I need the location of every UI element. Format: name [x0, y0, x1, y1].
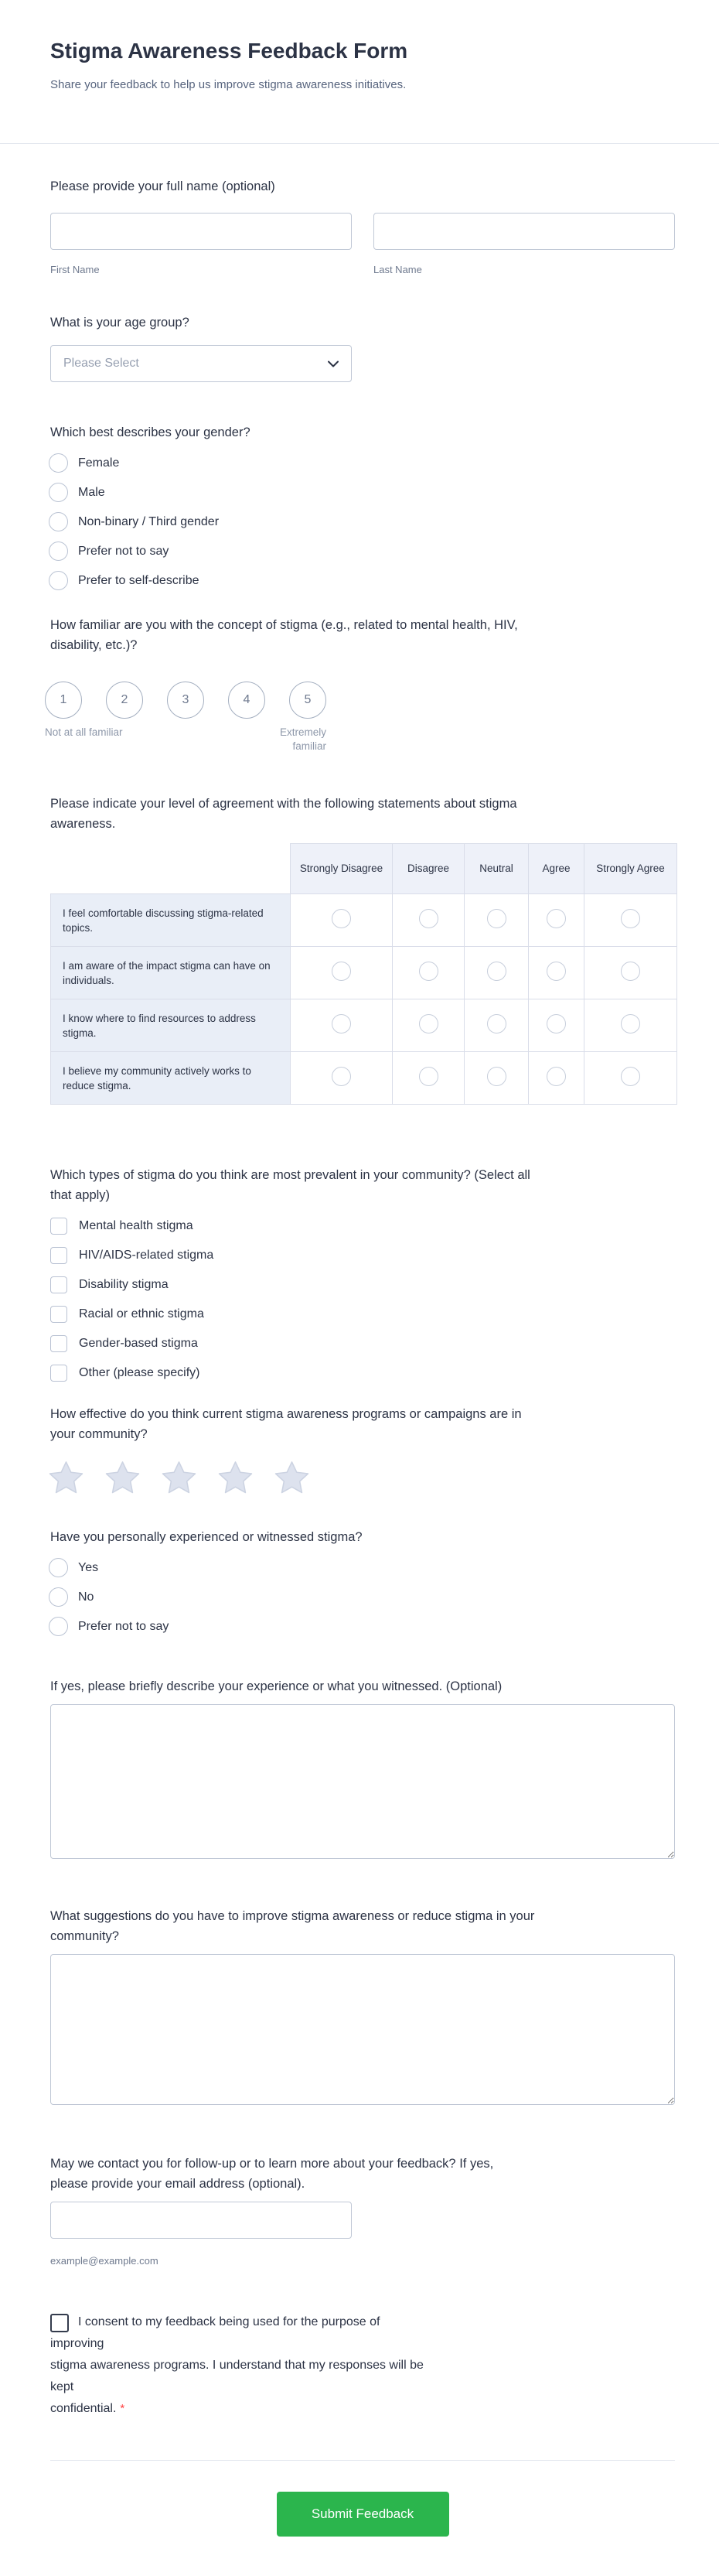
- matrix-radio[interactable]: [547, 1067, 566, 1086]
- type-option-hiv-aids[interactable]: [49, 1245, 675, 1265]
- agreement-label: Please indicate your level of agreement with the following statements about stigma awareness.: [50, 797, 517, 831]
- star-rating: [48, 1460, 675, 1495]
- option-label: Yes: [78, 1561, 99, 1574]
- matrix-radio[interactable]: [547, 962, 566, 981]
- matrix-radio[interactable]: [487, 1014, 506, 1033]
- scale-option-1[interactable]: 1: [45, 682, 82, 719]
- option-label: Prefer to self-describe: [78, 574, 199, 587]
- option-label: Non-binary / Third gender: [78, 515, 220, 528]
- star-icon[interactable]: [104, 1460, 141, 1495]
- effectiveness-label: How effective do you think current stigma awareness programs or campaigns are in your community?: [50, 1407, 522, 1441]
- matrix-row: [51, 947, 677, 999]
- suggestions-label: What suggestions do you have to improve stigma awareness or reduce stigma in your community?: [50, 1909, 535, 1943]
- age-group-placeholder: Please Select: [63, 357, 139, 370]
- matrix-radio[interactable]: [419, 1067, 438, 1086]
- type-option-racial-ethnic[interactable]: [49, 1304, 675, 1324]
- checkbox-icon[interactable]: [50, 1218, 67, 1235]
- scale-option-4[interactable]: 4: [228, 682, 265, 719]
- first-name-input[interactable]: [50, 213, 352, 250]
- matrix-column-header: Disagree: [393, 844, 465, 894]
- type-option-gender-based[interactable]: [49, 1334, 675, 1353]
- gender-label: Which best describes your gender?: [50, 425, 250, 439]
- option-label: Mental health stigma: [79, 1219, 193, 1232]
- age-group-label: What is your age group?: [50, 316, 189, 330]
- question-describe-experience: [50, 1676, 675, 1863]
- email-input[interactable]: [50, 2202, 352, 2239]
- last-name-input[interactable]: [373, 213, 675, 250]
- witnessed-option-yes[interactable]: [49, 1558, 675, 1577]
- chevron-down-icon: [328, 360, 339, 367]
- contact-label: May we contact you for follow-up or to learn more about your feedback? If yes, please provide your email address (optional).: [50, 2157, 494, 2191]
- matrix-radio[interactable]: [487, 962, 506, 981]
- witnessed-option-prefer-not-say[interactable]: [49, 1617, 675, 1636]
- scale-min-label: Not at all familiar: [45, 726, 123, 738]
- matrix-radio[interactable]: [332, 962, 351, 981]
- email-sublabel: example@example.com: [50, 2255, 158, 2267]
- option-label: HIV/AIDS-related stigma: [79, 1249, 214, 1262]
- checkbox-icon[interactable]: [50, 1335, 67, 1352]
- witnessed-label: Have you personally experienced or witnessed stigma?: [50, 1530, 363, 1544]
- matrix-radio[interactable]: [419, 962, 438, 981]
- matrix-column-header: Strongly Disagree: [291, 844, 393, 894]
- describe-textarea[interactable]: [50, 1704, 675, 1859]
- radio-icon[interactable]: [49, 1617, 68, 1636]
- witnessed-options: [50, 1558, 675, 1636]
- option-label: Gender-based stigma: [79, 1337, 198, 1350]
- consent-label: I consent to my feedback being used for the purpose of improving stigma awareness programs. I understand that my responses will be kept confidential. *: [50, 2315, 424, 2415]
- stigma-types-label: Which types of stigma do you think are most prevalent in your community? (Select all that apply): [50, 1168, 530, 1202]
- question-agreement-matrix: [50, 794, 675, 1105]
- matrix-radio[interactable]: [332, 1067, 351, 1086]
- page-subtitle: Share your feedback to help us improve stigma awareness initiatives.: [50, 78, 407, 91]
- scale-option-3[interactable]: 3: [167, 682, 204, 719]
- witnessed-option-no[interactable]: [49, 1587, 675, 1607]
- matrix-column-header: Strongly Agree: [584, 844, 677, 894]
- familiarity-scale: [45, 682, 326, 753]
- full-name-label: Please provide your full name (optional): [50, 179, 275, 193]
- suggestions-textarea[interactable]: [50, 1954, 675, 2105]
- star-icon[interactable]: [161, 1460, 197, 1495]
- option-label: Prefer not to say: [78, 545, 169, 558]
- matrix-radio[interactable]: [332, 909, 351, 928]
- matrix-radio[interactable]: [332, 1014, 351, 1033]
- question-contact-email: [50, 2154, 675, 2267]
- describe-label: If yes, please briefly describe your experience or what you witnessed. (Optional): [50, 1679, 503, 1693]
- matrix-row: [51, 1052, 677, 1105]
- matrix-radio[interactable]: [487, 909, 506, 928]
- question-stigma-types: [50, 1165, 675, 1382]
- submit-feedback-button[interactable]: Submit Feedback: [277, 2492, 449, 2537]
- radio-icon[interactable]: [49, 453, 68, 473]
- matrix-radio[interactable]: [419, 909, 438, 928]
- question-full-name: [50, 176, 675, 275]
- matrix-row-label: I believe my community actively works to reduce stigma.: [51, 1052, 291, 1105]
- age-group-select[interactable]: [50, 345, 352, 382]
- matrix-radio[interactable]: [621, 962, 640, 981]
- last-name-sublabel: Last Name: [373, 264, 422, 275]
- star-icon[interactable]: [274, 1460, 310, 1495]
- checkbox-icon[interactable]: [50, 1276, 67, 1293]
- checkbox-icon[interactable]: [50, 1306, 67, 1323]
- star-icon[interactable]: [48, 1460, 84, 1495]
- gender-option-prefer-not-say[interactable]: [49, 542, 675, 561]
- matrix-row: [51, 894, 677, 947]
- question-age-group: [50, 313, 675, 382]
- matrix-row-label: I am aware of the impact stigma can have on individuals.: [51, 947, 291, 999]
- familiarity-label: How familiar are you with the concept of stigma (e.g., related to mental health, HIV, disability, etc.)?: [50, 618, 518, 652]
- matrix-row: [51, 999, 677, 1052]
- gender-options: [50, 453, 675, 590]
- gender-option-nonbinary[interactable]: [49, 512, 675, 531]
- consent-checkbox[interactable]: [50, 2314, 69, 2332]
- name-fields-row: [50, 213, 675, 275]
- matrix-row-label: I feel comfortable discussing stigma-related topics.: [51, 894, 291, 947]
- question-suggestions: [50, 1906, 675, 2109]
- radio-icon[interactable]: [49, 483, 68, 502]
- matrix-blank-cell: [51, 844, 291, 894]
- checkbox-icon[interactable]: [50, 1247, 67, 1264]
- matrix-radio[interactable]: [547, 1014, 566, 1033]
- form-body: [0, 176, 719, 2576]
- question-gender: [50, 422, 675, 590]
- option-label: Racial or ethnic stigma: [79, 1307, 204, 1320]
- option-label: No: [78, 1590, 94, 1604]
- question-witnessed: [50, 1527, 675, 1636]
- radio-icon[interactable]: [49, 1587, 68, 1607]
- radio-icon[interactable]: [49, 512, 68, 531]
- agreement-matrix-table: [50, 843, 677, 1105]
- gender-option-female[interactable]: [49, 453, 675, 473]
- matrix-radio[interactable]: [547, 909, 566, 928]
- type-option-other[interactable]: [49, 1363, 675, 1382]
- required-asterisk: *: [120, 2402, 125, 2415]
- option-label: Female: [78, 456, 120, 470]
- matrix-radio[interactable]: [621, 1067, 640, 1086]
- scale-max-label: Extremely familiar: [279, 726, 326, 752]
- page-title: Stigma Awareness Feedback Form: [50, 39, 408, 63]
- scale-option-2[interactable]: 2: [106, 682, 143, 719]
- question-consent: [50, 2311, 675, 2420]
- option-label: Other (please specify): [79, 1366, 200, 1379]
- gender-option-self-describe[interactable]: [49, 571, 675, 590]
- option-label: Prefer not to say: [78, 1620, 169, 1633]
- type-option-mental-health[interactable]: [49, 1216, 675, 1235]
- matrix-radio[interactable]: [419, 1014, 438, 1033]
- scale-option-5[interactable]: 5: [289, 682, 326, 719]
- checkbox-icon[interactable]: [50, 1365, 67, 1382]
- stigma-types-options: [50, 1216, 675, 1382]
- question-familiarity: [45, 615, 675, 753]
- radio-icon[interactable]: [49, 571, 68, 590]
- option-label: Disability stigma: [79, 1278, 169, 1291]
- radio-icon[interactable]: [49, 1558, 68, 1577]
- radio-icon[interactable]: [49, 542, 68, 561]
- type-option-disability[interactable]: [49, 1275, 675, 1294]
- matrix-row-label: I know where to find resources to address stigma.: [51, 999, 291, 1052]
- gender-option-male[interactable]: [49, 483, 675, 502]
- matrix-column-header: Agree: [529, 844, 584, 894]
- form-header: [0, 0, 719, 144]
- matrix-radio[interactable]: [621, 1014, 640, 1033]
- matrix-radio[interactable]: [487, 1067, 506, 1086]
- form-footer: [50, 2460, 675, 2576]
- matrix-column-header: Neutral: [465, 844, 529, 894]
- star-icon[interactable]: [217, 1460, 254, 1495]
- question-effectiveness: [50, 1404, 675, 1495]
- option-label: Male: [78, 486, 105, 499]
- first-name-sublabel: First Name: [50, 264, 100, 275]
- matrix-radio[interactable]: [621, 909, 640, 928]
